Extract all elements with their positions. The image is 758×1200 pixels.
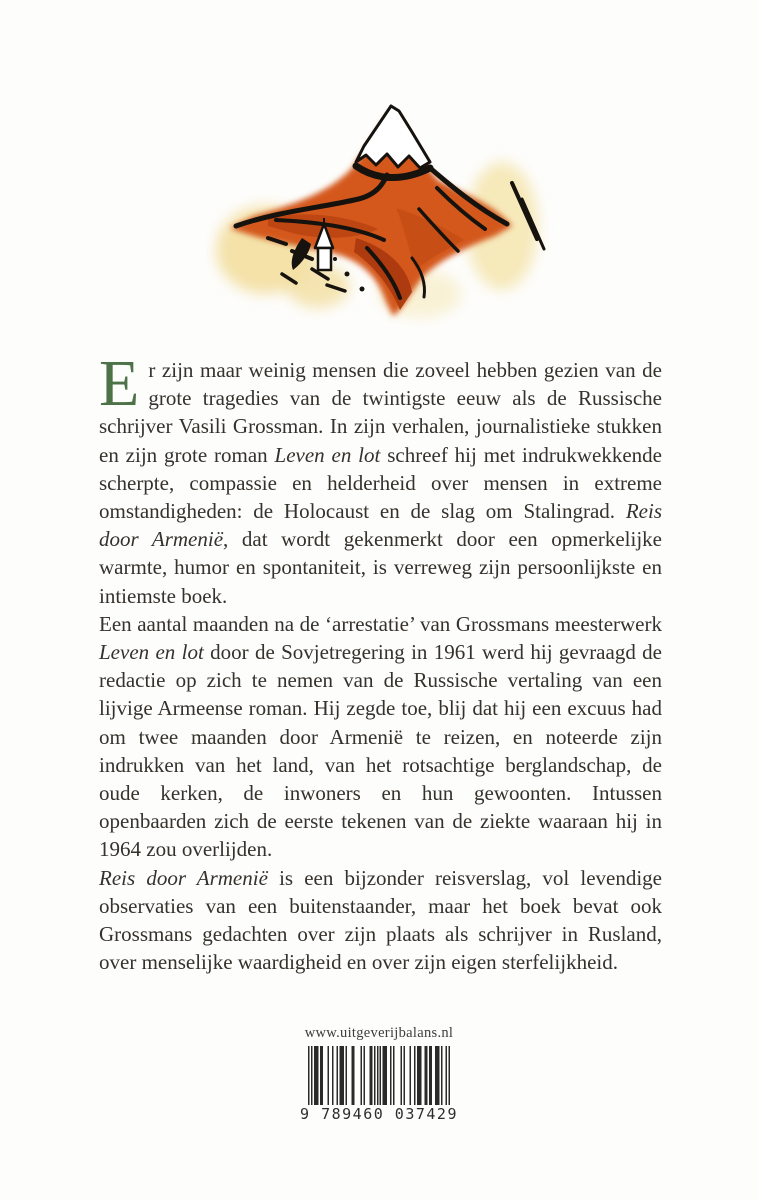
blurb-paragraph-3 [99,864,662,977]
text-segment: Een aantal maanden na de ‘arrestatie’ van Grossmans meesterwerk [99,611,662,636]
barcode-bars [308,1046,450,1108]
text-segment: is een bijzonder reisverslag, vol levendige observaties van een buitenstaander, maar het boek bevat ook Grossmans gedachten over zijn plaats als schrijver in Rusland, over menselijke waardigheid en over zijn eigen sterfelijkheid. [99,865,662,975]
cover-illustration [206,88,558,328]
blurb-paragraph-1 [99,347,663,610]
isbn-number: 9 789460 037429 [300,1105,458,1123]
dropcap-letter: E [99,347,140,420]
mountain-graphic [206,88,558,328]
text-segment: r zijn maar weinig mensen die zoveel hebben gezien van de grote tragedies van de twintigste eeuw als de Russische schrijver Vasili Grossman. In zijn verhalen, journalistieke stukken en zijn grote roman [99,358,662,467]
blurb-paragraph-2 [99,610,662,864]
barcode [0,1046,758,1123]
text-segment: , dat wordt gekenmerkt door een opmerkelijke warmte, humor en spontaniteit, is verreweg zijn persoonlijkste en intiemste boek. [99,527,663,608]
publisher-website: www.uitgeverijbalans.nl [304,1025,454,1041]
text-segment: Leven en lot [274,442,381,467]
blurb-text [99,347,663,976]
text-segment: Reis door Armenië [99,499,662,552]
text-segment: Leven en lot [99,640,204,665]
text-segment: door de Sovjetregering in 1961 werd hij gevraagd de redactie op zich te nemen van de Russische vertaling van een lijvige Armeense roman. Hij zegde toe, blij dat hij een excuus had om twee maanden door Armenië te reizen, en noteerde zijn indrukken van het land, van het rotsachtige berglandschap, de oude kerken, de inwoners en hun gewoonten. Intussen openbaarden zich de eerste tekenen van de ziekte waaraan hij in 1964 zou overlijden. [99,640,662,862]
text-segment: Reis door Armenië [99,865,268,890]
text-segment: schreef hij met indrukwekkende scherpte, compassie en helderheid over mensen in extreme omstandigheden: de Holocaust en de slag om Stalingrad. [99,442,662,524]
